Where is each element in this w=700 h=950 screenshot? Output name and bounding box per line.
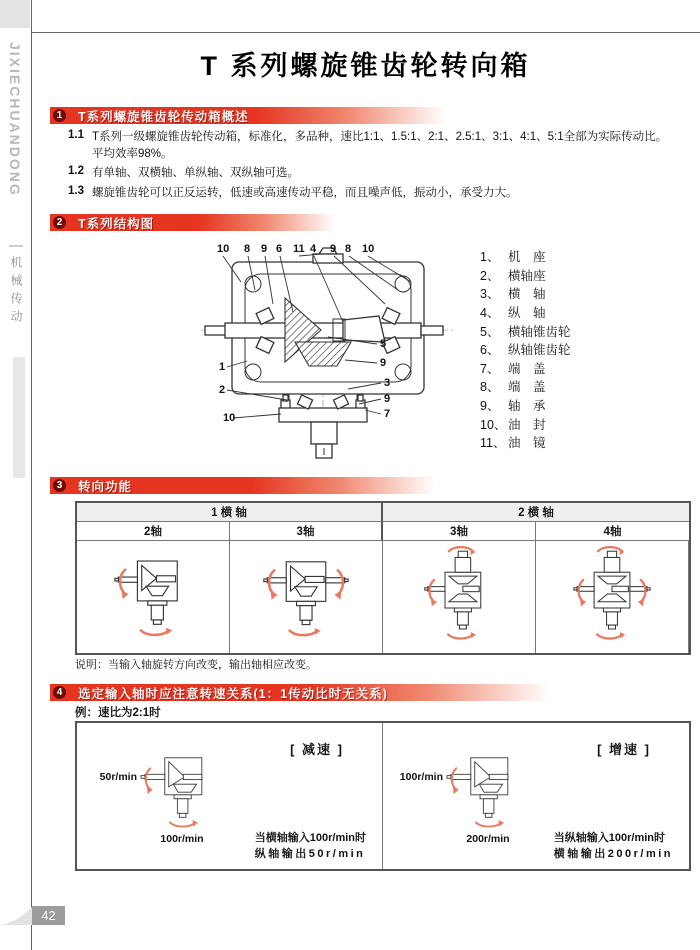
part-name: 轴 承 (508, 399, 546, 414)
desc-line: 当横轴输入100r/min时 (254, 832, 366, 844)
part-row (480, 414, 571, 433)
input-rpm-label: 100r/min (399, 771, 443, 783)
callout-label: 8 (244, 243, 251, 255)
section3-banner (50, 477, 435, 494)
section1-number-badge: 1 (53, 109, 66, 122)
sidebar-brand-vertical: JIXIECHUANDONG (7, 42, 23, 197)
part-row (480, 321, 571, 340)
part-number: 3、 (480, 287, 500, 302)
gearbox-2axis-icon (114, 547, 192, 647)
part-name: 端 盖 (508, 361, 546, 376)
callout-label: 9 (384, 393, 391, 405)
callout-label: 2 (219, 384, 226, 396)
callout-label: 11 (293, 243, 305, 255)
part-name: 端 盖 (508, 380, 546, 395)
section3-number-badge: 3 (53, 479, 66, 492)
part-name: 横轴座 (508, 268, 546, 283)
overview-item (68, 129, 668, 162)
part-row (480, 359, 571, 378)
callout-label: 1 (219, 361, 226, 373)
callout-label: 10 (217, 243, 230, 255)
gearbox-diagram-4axis (536, 541, 689, 653)
callout-label: 10 (223, 412, 236, 424)
overview-item (68, 185, 668, 202)
steering-function-table (75, 501, 691, 655)
callout-label: 9 (380, 357, 387, 369)
table-group-header: 2 横 轴 (383, 503, 689, 522)
speed-description (255, 829, 366, 861)
desc-line: 纵轴输出50r/min (254, 848, 366, 860)
table-col-header: 2轴 (77, 522, 230, 541)
part-number: 8、 (480, 380, 500, 395)
overview-item (68, 165, 668, 182)
table-group-header: 1 横 轴 (77, 503, 383, 522)
table-note: 说明：当输入轴旋转方向改变，输出轴相应改变。 (75, 659, 317, 671)
section2-banner (50, 214, 335, 231)
structure-drawing (193, 242, 461, 464)
part-number: 7、 (480, 361, 500, 376)
part-row (480, 284, 571, 303)
overview-list (68, 129, 668, 204)
part-row (480, 396, 571, 415)
gearbox-speed-diagram (137, 751, 223, 839)
callout-label: 10 (362, 243, 375, 255)
gearbox-speed-diagram (443, 751, 529, 839)
section4-title: 选定输入轴时应注意转速关系(1：1传动比时无关系) (78, 686, 388, 701)
gearbox-3axis-vertical-icon (424, 545, 494, 650)
speed-relation-table (75, 721, 691, 871)
input-rpm-label: 50r/min (99, 771, 137, 783)
part-number: 9、 (480, 399, 500, 414)
page-title: T 系列螺旋锥齿轮转向箱 (200, 51, 531, 81)
part-name: 纵 轴 (508, 306, 546, 321)
desc-line: 当纵轴输入100r/min时 (553, 832, 665, 844)
table-col-header: 3轴 (383, 522, 536, 541)
callout-label: 6 (276, 243, 283, 255)
callout-label: 8 (345, 243, 352, 255)
gearbox-diagram-3axis-1h (230, 541, 383, 653)
part-row (480, 247, 571, 266)
speed-description (554, 829, 673, 861)
part-row (480, 433, 571, 452)
part-name: 机 座 (508, 250, 546, 265)
page-number-curve (0, 906, 33, 925)
part-number: 1、 (480, 250, 500, 265)
section1-title: T系列螺旋锥齿轮传动箱概述 (78, 109, 249, 124)
item-text: T系列一级螺旋锥齿轮传动箱，标准化，多品种，速比1:1、1.5:1、2:1、2.5:1、3:1、4:1、5:1全部为实际传动比。平均效率98%。 (92, 131, 668, 160)
item-number: 1.2 (68, 165, 84, 177)
gearbox-speed-icon (443, 751, 529, 834)
part-name: 横 轴 (508, 287, 546, 302)
callout-label: 9 (330, 243, 337, 255)
corner-decoration-box (0, 0, 30, 28)
callout-label: 5 (380, 338, 387, 350)
part-name: 纵轴锥齿轮 (508, 343, 571, 358)
callout-label: 7 (384, 408, 391, 420)
part-number: 2、 (480, 268, 500, 283)
section2-title: T系列结构图 (78, 216, 155, 231)
part-number: 5、 (480, 324, 500, 339)
section4-banner (50, 684, 550, 701)
part-row (480, 340, 571, 359)
table-col-header: 3轴 (230, 522, 383, 541)
part-number: 11、 (480, 436, 506, 451)
part-number: 6、 (480, 343, 500, 358)
callout-label: 4 (310, 243, 317, 255)
example-label: 例：速比为2:1时 (75, 707, 161, 719)
sidebar-separator (9, 245, 23, 247)
part-name: 油 封 (508, 417, 546, 432)
gearbox-speed-icon (137, 751, 223, 834)
output-rpm-label: 200r/min (466, 833, 510, 845)
desc-line: 横轴输出200r/min (553, 848, 673, 860)
mode-label: [ 减速 ] (290, 742, 344, 757)
header-rule (32, 32, 700, 33)
section2-number-badge: 2 (53, 216, 66, 229)
parts-list (480, 247, 571, 452)
part-row (480, 266, 571, 285)
gearbox-4axis-icon (573, 545, 651, 650)
item-text: 螺旋锥齿轮可以正反运转，低速或高速传动平稳，而且噪声低，振动小，承受力大。 (92, 186, 518, 199)
callout-label: 9 (261, 243, 268, 255)
part-number: 10、 (480, 417, 507, 432)
sidebar-divider-line (31, 0, 32, 950)
sidebar-accent-bar (13, 357, 25, 478)
gearbox-diagram-2axis (77, 541, 230, 653)
part-number: 4、 (480, 306, 500, 321)
gearbox-diagram-3axis-2h (383, 541, 536, 653)
page-number-badge: 42 (32, 906, 65, 925)
output-rpm-label: 100r/min (160, 833, 204, 845)
item-text: 有单轴、双横轴、单纵轴、双纵轴可选。 (92, 167, 299, 179)
part-name: 油 镜 (508, 436, 546, 451)
part-row (480, 377, 571, 396)
part-name: 横轴锥齿轮 (508, 324, 571, 339)
speed-cell-reduction (77, 723, 383, 869)
section1-banner (50, 107, 445, 124)
section3-title: 转向功能 (78, 479, 133, 494)
part-row (480, 303, 571, 322)
sidebar-category-vertical: 机械传动 (9, 256, 23, 328)
item-number: 1.1 (68, 129, 84, 141)
section4-number-badge: 4 (53, 686, 66, 699)
mode-label: [ 增速 ] (597, 742, 651, 757)
speed-cell-increase (383, 723, 689, 869)
gearbox-3axis-icon (263, 548, 349, 647)
gearbox-cross-section-drawing (193, 242, 461, 464)
table-col-header: 4轴 (536, 522, 689, 541)
item-number: 1.3 (68, 184, 84, 197)
callout-label: 3 (384, 377, 391, 389)
